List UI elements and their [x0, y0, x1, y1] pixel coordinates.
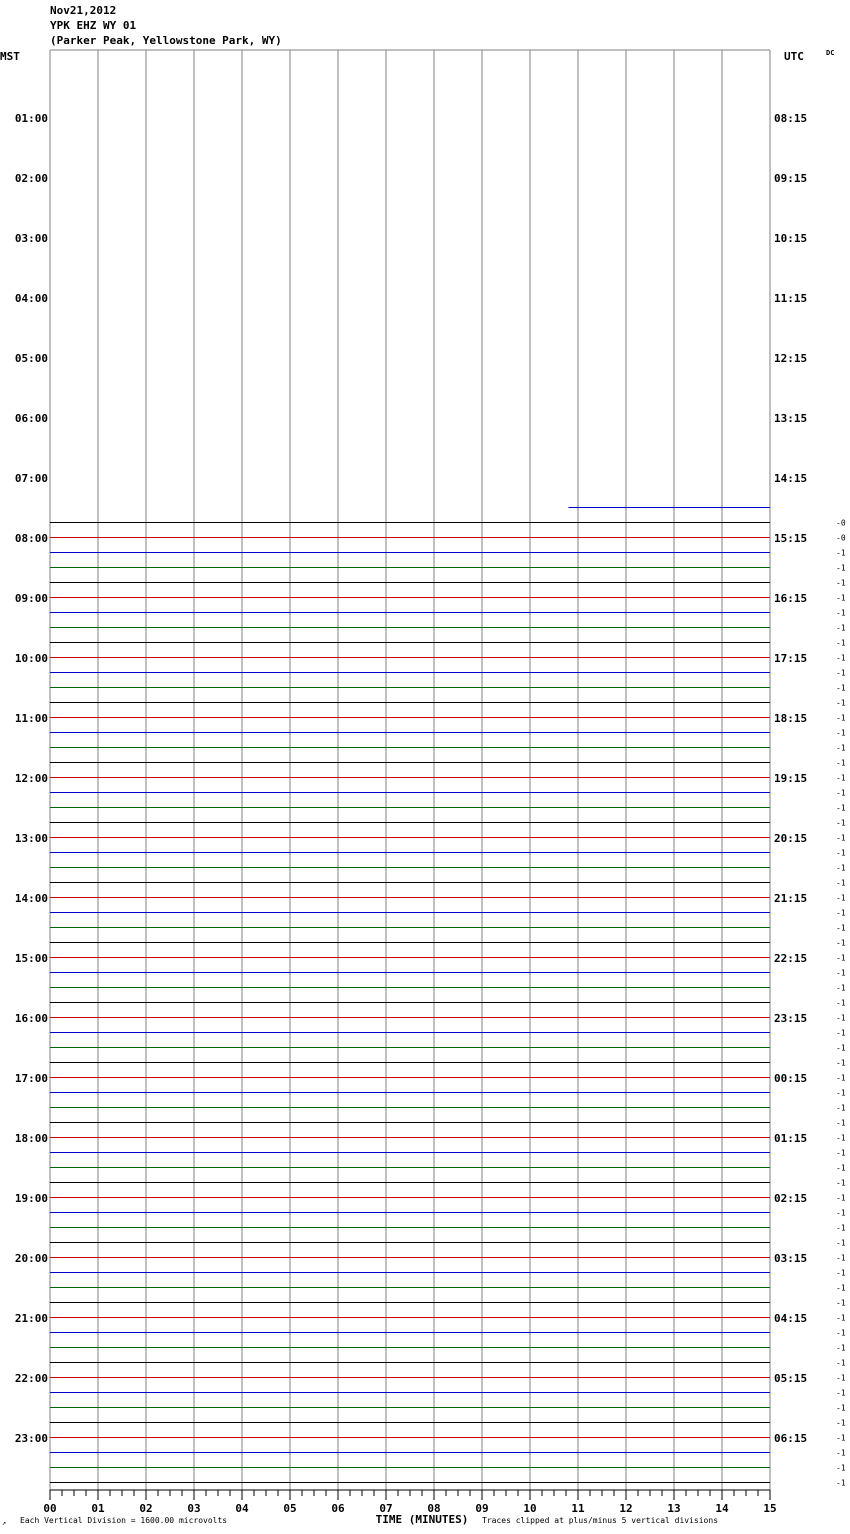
trace-value-label: -1	[836, 608, 846, 618]
trace-value-label: -1	[836, 1178, 846, 1188]
right-hour-label: 10:15	[774, 232, 808, 245]
corner-mark: ↗	[2, 1519, 7, 1527]
trace-value-label: -1	[836, 1403, 846, 1413]
trace-value-label: -1	[836, 593, 846, 603]
trace-value-label: -1	[836, 938, 846, 948]
left-hour-label: 15:00	[14, 952, 48, 965]
trace-value-label: -1	[836, 1208, 846, 1218]
trace-value-label: -1	[836, 1028, 846, 1038]
plot-grid	[50, 50, 770, 1500]
left-hour-label: 22:00	[14, 1372, 48, 1385]
trace-value-label: -1	[836, 1088, 846, 1098]
left-timezone-label: MST	[0, 50, 20, 63]
x-tick-label: 05	[283, 1502, 297, 1515]
axis-labels	[2, 112, 846, 1527]
trace-value-label: -1	[836, 638, 846, 648]
trace-value-label: -1	[836, 1013, 846, 1023]
trace-value-label: -1	[836, 968, 846, 978]
trace-value-label: -1	[836, 1223, 846, 1233]
left-hour-label: 14:00	[14, 892, 48, 905]
trace-value-label: -1	[836, 983, 846, 993]
left-hour-label: 19:00	[14, 1192, 48, 1205]
left-hour-label: 20:00	[14, 1252, 48, 1265]
right-hour-label: 05:15	[774, 1372, 808, 1385]
right-hour-label: 18:15	[774, 712, 808, 725]
trace-value-label: -1	[836, 1163, 846, 1173]
trace-value-label: -1	[836, 1478, 846, 1488]
trace-value-label: -1	[836, 998, 846, 1008]
trace-value-label: -1	[836, 788, 846, 798]
right-hour-label: 23:15	[774, 1012, 808, 1025]
x-tick-label: 14	[715, 1502, 729, 1515]
right-hour-label: 11:15	[774, 292, 808, 305]
trace-value-label: -1	[836, 923, 846, 933]
trace-value-label: -1	[836, 803, 846, 813]
x-tick-label: 15	[763, 1502, 777, 1515]
x-tick-label: 00	[43, 1502, 57, 1515]
trace-value-label: -1	[836, 713, 846, 723]
right-hour-label: 00:15	[774, 1072, 808, 1085]
trace-value-label: -1	[836, 1313, 846, 1323]
right-hour-label: 09:15	[774, 172, 808, 185]
x-tick-label: 13	[667, 1502, 681, 1515]
x-tick-label: 10	[523, 1502, 537, 1515]
left-hour-label: 04:00	[14, 292, 48, 305]
trace-value-label: -1	[836, 1298, 846, 1308]
trace-value-label: -1	[836, 818, 846, 828]
right-hour-label: 20:15	[774, 832, 808, 845]
left-hour-label: 08:00	[14, 532, 48, 545]
trace-value-label: -1	[836, 623, 846, 633]
trace-value-label: -1	[836, 1073, 846, 1083]
right-hour-label: 04:15	[774, 1312, 808, 1325]
trace-value-label: -1	[836, 1118, 846, 1128]
date-label: Nov21,2012	[50, 4, 117, 17]
left-hour-label: 16:00	[14, 1012, 48, 1025]
right-hour-label: 06:15	[774, 1432, 808, 1445]
trace-value-label: -1	[836, 848, 846, 858]
trace-value-label: -1	[836, 1103, 846, 1113]
right-hour-label: 19:15	[774, 772, 808, 785]
right-hour-label: 03:15	[774, 1252, 808, 1265]
trace-value-label: -1	[836, 728, 846, 738]
x-axis-title: TIME (MINUTES)	[375, 1513, 469, 1526]
trace-value-label: -0	[836, 533, 846, 543]
right-hour-label: 16:15	[774, 592, 808, 605]
left-hour-label: 23:00	[14, 1432, 48, 1445]
clip-note: Traces clipped at plus/minus 5 vertical divisions	[482, 1516, 719, 1525]
x-tick-label: 01	[91, 1502, 105, 1515]
trace-value-label: -1	[836, 1373, 846, 1383]
right-timezone-label: UTC	[784, 50, 804, 63]
trace-value-label: -1	[836, 653, 846, 663]
trace-value-label: -1	[836, 563, 846, 573]
left-hour-label: 07:00	[14, 472, 48, 485]
x-tick-label: 02	[139, 1502, 153, 1515]
left-hour-label: 06:00	[14, 412, 48, 425]
trace-value-label: -1	[836, 698, 846, 708]
left-hour-label: 10:00	[14, 652, 48, 665]
trace-value-label: -1	[836, 1193, 846, 1203]
trace-value-label: -1	[836, 908, 846, 918]
trace-value-label: -1	[836, 1358, 846, 1368]
right-hour-label: 17:15	[774, 652, 808, 665]
trace-value-label: -1	[836, 833, 846, 843]
trace-value-label: -1	[836, 1448, 846, 1458]
x-tick-label: 06	[331, 1502, 345, 1515]
left-hour-label: 13:00	[14, 832, 48, 845]
x-tick-label: 11	[571, 1502, 585, 1515]
scale-note: Each Vertical Division = 1600.00 microvolts	[20, 1516, 228, 1525]
left-hour-label: 11:00	[14, 712, 48, 725]
x-tick-label: 07	[379, 1502, 393, 1515]
trace-value-label: -1	[836, 1058, 846, 1068]
left-hour-label: 17:00	[14, 1072, 48, 1085]
right-hour-label: 12:15	[774, 352, 808, 365]
right-hour-label: 13:15	[774, 412, 808, 425]
left-hour-label: 05:00	[14, 352, 48, 365]
right-hour-label: 01:15	[774, 1132, 808, 1145]
dc-label: DC	[826, 49, 835, 57]
trace-value-label: -1	[836, 1388, 846, 1398]
trace-value-label: -1	[836, 953, 846, 963]
trace-value-label: -1	[836, 758, 846, 768]
left-hour-label: 12:00	[14, 772, 48, 785]
trace-value-label: -1	[836, 1148, 846, 1158]
trace-lines	[50, 508, 770, 1483]
right-hour-label: 22:15	[774, 952, 808, 965]
trace-value-label: -1	[836, 1238, 846, 1248]
trace-value-label: -1	[836, 683, 846, 693]
station-label: YPK EHZ WY 01	[50, 19, 137, 32]
right-hour-label: 14:15	[774, 472, 808, 485]
trace-value-label: -1	[836, 878, 846, 888]
trace-value-label: -1	[836, 1463, 846, 1473]
trace-value-label: -1	[836, 1418, 846, 1428]
trace-value-label: -1	[836, 773, 846, 783]
trace-value-label: -1	[836, 1328, 846, 1338]
right-hour-label: 08:15	[774, 112, 808, 125]
trace-value-label: -1	[836, 863, 846, 873]
trace-value-label: -1	[836, 668, 846, 678]
trace-value-label: -1	[836, 743, 846, 753]
left-hour-label: 03:00	[14, 232, 48, 245]
trace-value-label: -1	[836, 548, 846, 558]
x-tick-label: 09	[475, 1502, 489, 1515]
trace-value-label: -1	[836, 1133, 846, 1143]
left-hour-label: 02:00	[14, 172, 48, 185]
right-hour-label: 21:15	[774, 892, 808, 905]
x-tick-label: 03	[187, 1502, 201, 1515]
right-hour-label: 15:15	[774, 532, 808, 545]
trace-value-label: -1	[836, 1268, 846, 1278]
trace-value-label: -1	[836, 1253, 846, 1263]
trace-value-label: -1	[836, 893, 846, 903]
trace-value-label: -0	[836, 518, 846, 528]
x-tick-label: 08	[427, 1502, 441, 1515]
trace-value-label: -1	[836, 1043, 846, 1053]
trace-value-label: -1	[836, 1283, 846, 1293]
trace-value-label: -1	[836, 1433, 846, 1443]
left-hour-label: 18:00	[14, 1132, 48, 1145]
trace-value-label: -1	[836, 578, 846, 588]
x-tick-label: 04	[235, 1502, 249, 1515]
location-label: (Parker Peak, Yellowstone Park, WY)	[50, 34, 282, 47]
x-tick-label: 12	[619, 1502, 633, 1515]
right-hour-label: 02:15	[774, 1192, 808, 1205]
left-hour-label: 01:00	[14, 112, 48, 125]
left-hour-label: 09:00	[14, 592, 48, 605]
trace-value-label: -1	[836, 1343, 846, 1353]
left-hour-label: 21:00	[14, 1312, 48, 1325]
